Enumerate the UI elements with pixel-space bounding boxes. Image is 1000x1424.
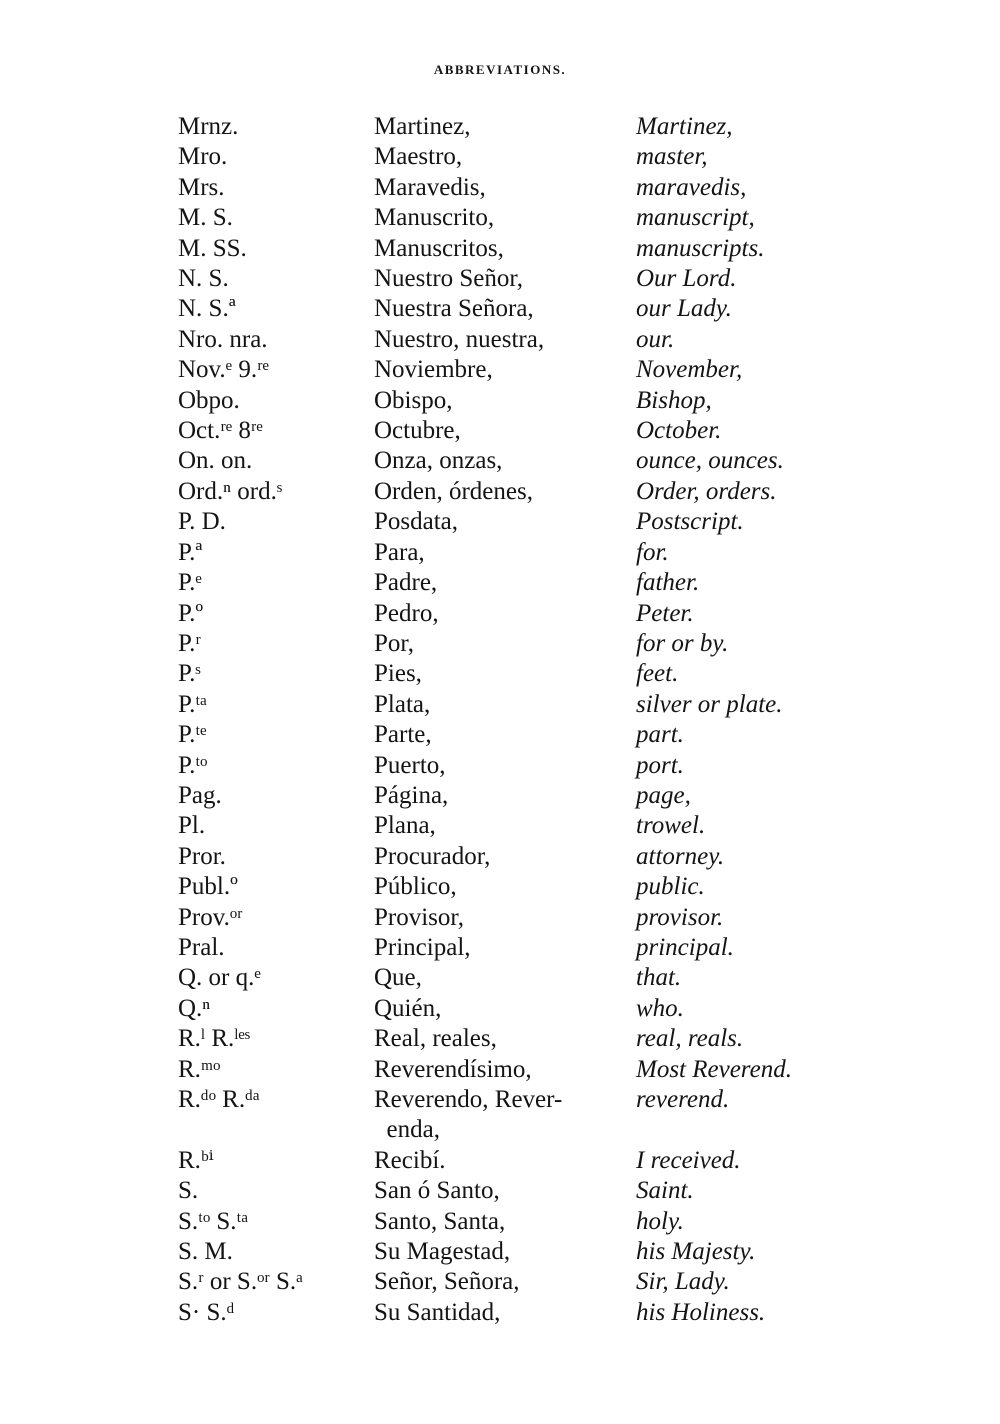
abbreviation-row [178, 568, 792, 598]
abbreviation-row [178, 842, 792, 872]
english-meaning-cell: who. [636, 994, 684, 1022]
spanish-term-cell: Su Santidad, [374, 1298, 501, 1326]
english-meaning-cell: public. [636, 873, 705, 901]
english-meaning-cell: our Lady. [636, 295, 732, 323]
abbreviations-table [178, 112, 792, 1328]
spanish-term-cell: Onza, onzas, [374, 447, 503, 475]
abbreviation-cell: R.ᵇⁱ [178, 1146, 214, 1174]
spanish-term-cell: Recibí. [374, 1146, 446, 1174]
abbreviation-cell: Nro. nra. [178, 325, 268, 353]
english-meaning-cell: ounce, ounces. [636, 447, 784, 475]
english-meaning-cell: Postscript. [636, 508, 744, 536]
abbreviation-row [178, 1237, 792, 1267]
abbreviation-cell: Pral. [178, 933, 225, 961]
abbreviation-row [178, 234, 792, 264]
abbreviation-row [178, 142, 792, 172]
abbreviation-row [178, 446, 792, 476]
spanish-term-cell: Maestro, [374, 143, 463, 171]
abbreviation-row [178, 386, 792, 416]
abbreviation-cell: Q.ⁿ [178, 994, 211, 1022]
spanish-term-cell: Plana, [374, 812, 436, 840]
abbreviation-cell: Publ.º [178, 873, 238, 901]
english-meaning-cell: our. [636, 325, 675, 353]
spanish-term-cell: Maravedis, [374, 173, 486, 201]
abbreviation-cell: S.ʳ or S.ᵒʳ S.ᵃ [178, 1268, 303, 1296]
abbreviation-row [178, 811, 792, 841]
english-meaning-cell: real, reals. [636, 1025, 744, 1053]
abbreviation-cell: P.ᵗᵒ [178, 751, 208, 779]
abbreviation-cell: R.ᵐᵒ [178, 1055, 221, 1083]
spanish-term-cell: Puerto, [374, 751, 446, 779]
abbreviation-row [178, 781, 792, 811]
spanish-term-cell: Público, [374, 873, 457, 901]
english-meaning-cell: that. [636, 964, 682, 992]
spanish-term-cell: Obispo, [374, 386, 453, 414]
abbreviation-cell: R.ˡ R.ˡᵉˢ [178, 1025, 251, 1053]
abbreviation-cell: R.ᵈᵒ R.ᵈᵃ [178, 1086, 260, 1113]
spanish-term-cell: Reverendo, Rever- enda, [374, 1086, 563, 1144]
abbreviation-row [178, 903, 792, 933]
abbreviation-row [178, 599, 792, 629]
abbreviation-row [178, 477, 792, 507]
english-meaning-cell: provisor. [636, 903, 724, 931]
spanish-term-cell: Nuestro Señor, [374, 265, 523, 293]
abbreviation-row [178, 203, 792, 233]
spanish-term-cell: Por, [374, 629, 414, 657]
spanish-term-cell: Padre, [374, 569, 438, 597]
english-meaning-cell: November, [636, 356, 743, 384]
abbreviation-row [178, 720, 792, 750]
english-meaning-cell: maravedis, [636, 173, 747, 201]
spanish-term-cell: Octubre, [374, 417, 461, 445]
abbreviations-list [178, 112, 792, 1328]
abbreviation-row [178, 629, 792, 659]
abbreviation-cell: P.ᵗᵉ [178, 721, 207, 749]
page-title: ABBREVIATIONS. [433, 62, 567, 77]
spanish-term-cell: Real, reales, [374, 1025, 497, 1053]
spanish-term-cell: Plata, [374, 690, 431, 718]
english-meaning-cell: Saint. [636, 1177, 694, 1205]
english-meaning-cell: principal. [636, 933, 734, 961]
abbreviation-cell: Pag. [178, 781, 222, 809]
english-meaning-cell: October. [636, 417, 722, 445]
english-meaning-cell: Martinez, [636, 113, 733, 140]
spanish-term-cell: Procurador, [374, 842, 491, 870]
english-meaning-cell: father. [636, 569, 700, 597]
spanish-term-cell: Página, [374, 781, 449, 809]
abbreviation-cell: Q. or q.ᵉ [178, 964, 261, 992]
abbreviation-cell: P.ᵉ [178, 569, 202, 597]
abbreviation-cell: Ord.ⁿ ord.ˢ [178, 477, 283, 505]
abbreviation-row [178, 1024, 792, 1054]
abbreviation-cell: M. SS. [178, 234, 247, 262]
english-meaning-cell: Most Reverend. [636, 1055, 792, 1083]
abbreviation-cell: Mrs. [178, 173, 225, 201]
spanish-term-cell: Para, [374, 538, 425, 566]
english-meaning-cell: for. [636, 538, 669, 566]
abbreviation-row [178, 751, 792, 781]
abbreviation-row [178, 963, 792, 993]
spanish-term-cell: San ó Santo, [374, 1177, 500, 1205]
abbreviation-cell: P.ˢ [178, 660, 201, 688]
abbreviation-row [178, 1298, 792, 1328]
spanish-term-cell: Orden, órdenes, [374, 477, 533, 505]
english-meaning-cell: Our Lord. [636, 265, 737, 293]
abbreviation-row [178, 264, 792, 294]
abbreviation-row [178, 112, 792, 142]
english-meaning-cell: reverend. [636, 1086, 730, 1113]
english-meaning-cell: feet. [636, 660, 679, 688]
abbreviation-row [178, 994, 792, 1024]
spanish-term-cell: Posdata, [374, 508, 459, 536]
abbreviation-cell: Mrnz. [178, 113, 239, 140]
english-meaning-cell: trowel. [636, 812, 706, 840]
abbreviation-cell: P.º [178, 599, 204, 627]
english-meaning-cell: page, [636, 781, 691, 809]
english-meaning-cell: silver or plate. [636, 690, 783, 718]
abbreviation-cell: S.ᵗᵒ S.ᵗᵃ [178, 1207, 249, 1235]
spanish-term-cell: Manuscritos, [374, 234, 504, 262]
abbreviation-cell: Prov.ᵒʳ [178, 903, 243, 931]
abbreviation-row [178, 1176, 792, 1206]
english-meaning-cell: port. [636, 751, 684, 779]
english-meaning-cell: Order, orders. [636, 477, 777, 505]
spanish-term-cell: Quién, [374, 994, 442, 1022]
abbreviation-cell: Pror. [178, 842, 226, 870]
abbreviation-cell: Oct.ʳᵉ 8ʳᵉ [178, 417, 263, 445]
abbreviation-row [178, 690, 792, 720]
english-meaning-cell: his Majesty. [636, 1238, 756, 1266]
abbreviation-row [178, 872, 792, 902]
abbreviation-row [178, 933, 792, 963]
english-meaning-cell: Peter. [636, 599, 694, 627]
english-meaning-cell: for or by. [636, 629, 729, 657]
abbreviation-cell: N. S.ª [178, 295, 236, 323]
abbreviation-cell: P.ª [178, 538, 203, 566]
abbreviation-row [178, 659, 792, 689]
abbreviation-cell: S. M. [178, 1238, 233, 1266]
abbreviation-row [178, 294, 792, 324]
english-meaning-cell: part. [636, 721, 684, 749]
spanish-term-cell: Señor, Señora, [374, 1268, 520, 1296]
abbreviation-cell: Mro. [178, 143, 228, 171]
abbreviation-cell: S· S.ᵈ [178, 1298, 235, 1326]
spanish-term-cell: Provisor, [374, 903, 464, 931]
abbreviation-cell: Nov.ᵉ 9.ʳᵉ [178, 356, 269, 384]
spanish-term-cell: Nuestra Señora, [374, 295, 534, 323]
spanish-term-cell: Su Magestad, [374, 1238, 511, 1266]
abbreviation-cell: N. S. [178, 265, 229, 293]
abbreviation-row [178, 1146, 792, 1176]
abbreviation-cell: On. on. [178, 447, 253, 475]
abbreviation-cell: S. [178, 1177, 199, 1205]
english-meaning-cell: I received. [636, 1146, 741, 1174]
abbreviation-row [178, 355, 792, 385]
abbreviation-row [178, 1267, 792, 1297]
abbreviation-row [178, 1085, 792, 1146]
abbreviation-row [178, 538, 792, 568]
english-meaning-cell: his Holiness. [636, 1298, 766, 1326]
spanish-term-cell: Manuscrito, [374, 204, 495, 232]
english-meaning-cell: Bishop, [636, 386, 712, 414]
abbreviation-row [178, 173, 792, 203]
spanish-term-cell: Reverendísimo, [374, 1055, 532, 1083]
abbreviation-cell: M. S. [178, 204, 233, 232]
english-meaning-cell: manuscripts. [636, 234, 765, 262]
spanish-term-cell: Pedro, [374, 599, 439, 627]
english-meaning-cell: Sir, Lady. [636, 1268, 730, 1296]
abbreviation-row [178, 416, 792, 446]
abbreviation-cell: P.ᵗᵃ [178, 690, 208, 718]
spanish-term-cell: Santo, Santa, [374, 1207, 506, 1235]
spanish-term-cell: Martinez, [374, 113, 471, 140]
english-meaning-cell: holy. [636, 1207, 684, 1235]
abbreviation-row [178, 1055, 792, 1085]
spanish-term-cell: Principal, [374, 933, 471, 961]
spanish-term-cell: Parte, [374, 721, 432, 749]
abbreviation-row [178, 325, 792, 355]
english-meaning-cell: attorney. [636, 842, 725, 870]
abbreviation-row [178, 507, 792, 537]
spanish-term-cell: Noviembre, [374, 356, 493, 384]
abbreviation-cell: Obpo. [178, 386, 240, 414]
spanish-term-cell: Que, [374, 964, 422, 992]
abbreviation-cell: P.ʳ [178, 629, 201, 657]
abbreviation-cell: Pl. [178, 812, 206, 840]
abbreviation-row [178, 1207, 792, 1237]
english-meaning-cell: master, [636, 143, 708, 171]
english-meaning-cell: manuscript, [636, 204, 755, 232]
abbreviation-cell: P. D. [178, 508, 226, 536]
spanish-term-cell: Pies, [374, 660, 422, 688]
spanish-term-cell: Nuestro, nuestra, [374, 325, 545, 353]
